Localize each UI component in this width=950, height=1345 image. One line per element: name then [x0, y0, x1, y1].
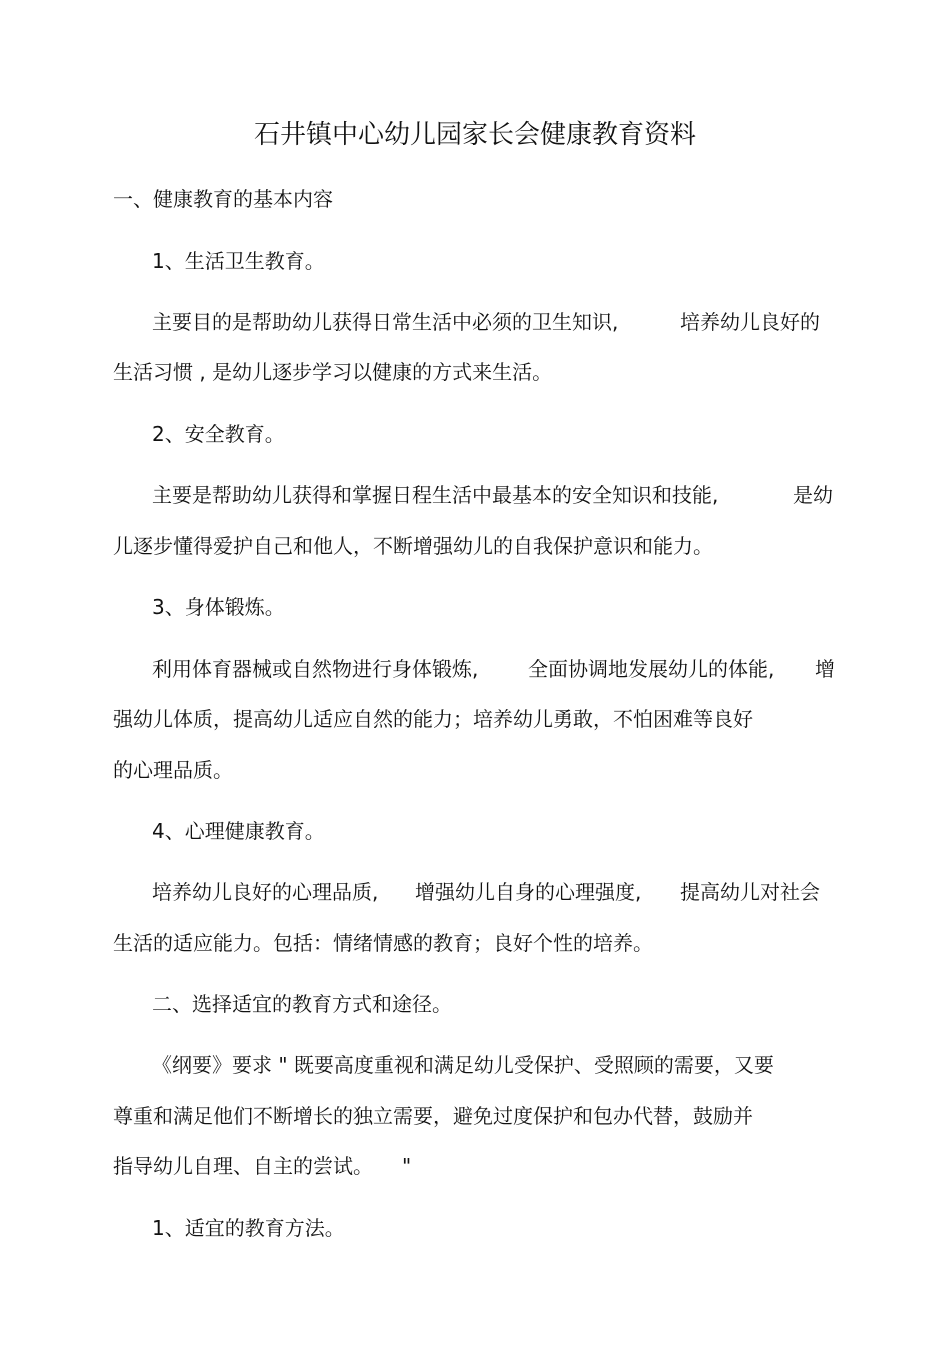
paragraph-line [0, 309, 950, 335]
paragraph-text: 增 [815, 657, 835, 681]
item-heading: 2、安全教育。 [152, 422, 285, 446]
item-heading: 1、适宜的教育方法。 [152, 1216, 345, 1240]
paragraph-line: 生活习惯 , 是幼儿逐步学习以健康的方式来生活。 [113, 360, 553, 384]
paragraph-line: 生活的适应能力。包括：情绪情感的教育；良好个性的培养。 [113, 931, 653, 955]
paragraph-line [0, 1153, 950, 1179]
paragraph-line [0, 879, 950, 905]
paragraph-line: 的心理品质。 [113, 758, 233, 782]
paragraph-line [0, 656, 950, 682]
paragraph-text: 培养幼儿良好的 [680, 310, 820, 334]
paragraph-line: 强幼儿体质，提高幼儿适应自然的能力；培养幼儿勇敢，不怕困难等良好 [113, 707, 753, 731]
paragraph-line [0, 482, 950, 508]
section-heading: 二、选择适宜的教育方式和途径。 [152, 992, 452, 1016]
paragraph-text: 主要是帮助幼儿获得和掌握日程生活中最基本的安全知识和技能, [152, 483, 719, 507]
paragraph-text: 提高幼儿对社会 [680, 880, 820, 904]
paragraph-text: 培养幼儿良好的心理品质, [152, 880, 379, 904]
item-heading: 3、身体锻炼。 [152, 595, 285, 619]
document-title: 石井镇中心幼儿园家长会健康教育资料 [253, 120, 696, 150]
paragraph-text: 增强幼儿自身的心理强度, [415, 880, 642, 904]
paragraph-text: " [402, 1154, 412, 1178]
item-heading: 4、心理健康教育。 [152, 819, 325, 843]
paragraph-line: 儿逐步懂得爱护自己和他人，不断增强幼儿的自我保护意识和能力。 [113, 534, 713, 558]
paragraph-text: 利用体育器械或自然物进行身体锻炼, [152, 657, 479, 681]
paragraph-text: 主要目的是帮助幼儿获得日常生活中必须的卫生知识, [152, 310, 619, 334]
paragraph-line: 尊重和满足他们不断增长的独立需要，避免过度保护和包办代替，鼓励并 [113, 1104, 753, 1128]
paragraph-text: 是幼 [793, 483, 833, 507]
paragraph-text: 全面协调地发展幼儿的体能, [528, 657, 775, 681]
section-heading: 一、健康教育的基本内容 [113, 187, 333, 211]
paragraph-text: 指导幼儿自理、自主的尝试。 [113, 1154, 373, 1178]
item-heading: 1、生活卫生教育。 [152, 249, 325, 273]
paragraph-line: 《纲要》要求 " 既要高度重视和满足幼儿受保护、受照顾的需要，又要 [152, 1053, 774, 1077]
